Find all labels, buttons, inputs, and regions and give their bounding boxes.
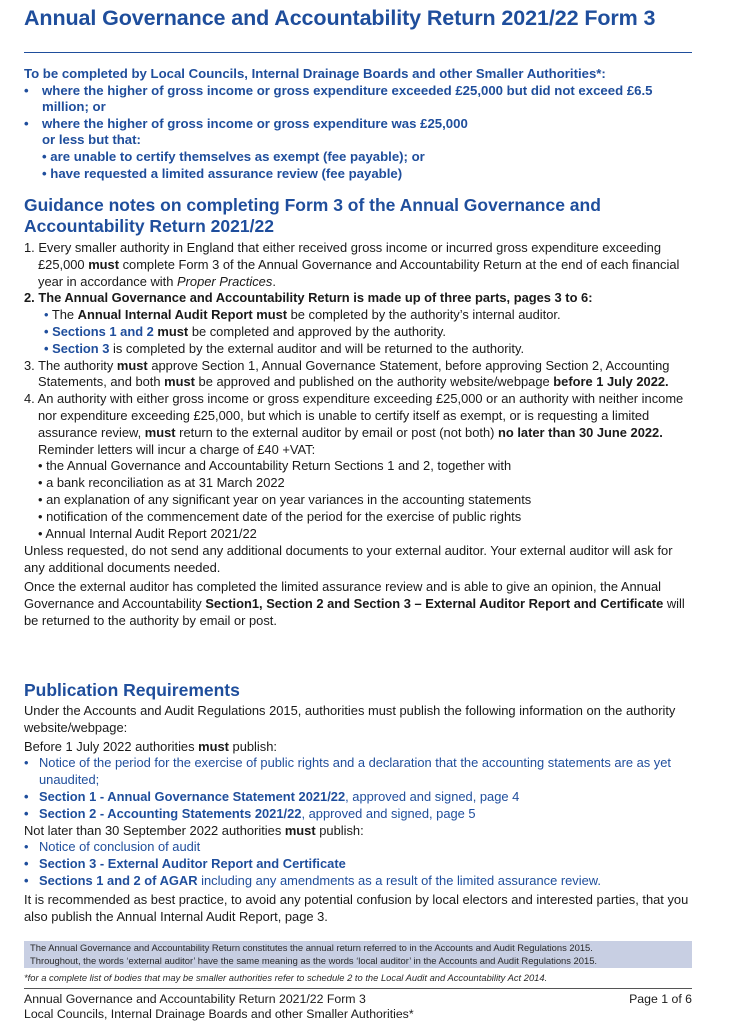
footer-line-1: Annual Governance and Accountability Return 2021/22 Form 3: [24, 992, 366, 1006]
intro-sub-bullet-1: • are unable to certify themselves as exempt (fee payable); or: [42, 148, 425, 164]
publication-heading: Publication Requirements: [24, 680, 240, 700]
guidance-paragraph-5: Unless requested, do not send any additional documents to your external auditor. Your external auditor will ask for any additional documents needed.: [24, 543, 673, 576]
publication-paragraph-2: Before 1 July 2022 authorities must publish:: [24, 738, 277, 754]
footer-divider: [24, 988, 692, 989]
guidance-paragraph-6: Once the external auditor has completed the limited assurance review and is able to give an opinion, the Annual Governance and Accountability Section1, Section 2 and Section 3 – External Auditor Report and Certificate will be returned to the authority by email or post.: [24, 578, 685, 628]
intro-bullet-2: • where the higher of gross income or gross expenditure was £25,000: [24, 115, 468, 131]
footer-line-2: Local Councils, Internal Drainage Boards and other Smaller Authorities*: [24, 1006, 414, 1021]
intro-heading: To be completed by Local Councils, Internal Drainage Boards and other Smaller Authorities*:: [24, 66, 606, 81]
publication-bullet-1: • Notice of the period for the exercise of public rights and a declaration that the accounting statements are as yet unaudited;: [24, 755, 672, 788]
guidance-item-4: 4. An authority with either gross income or gross expenditure exceeding £25,000 or an authority with neither income nor expenditure exceeding £25,000, but which is unable to certify itself as exempt, or is requesting a limited assurance review, must return to the external auditor by email or post (not both) no later than 30 June 2022. Reminder letters will incur a charge of £40 +VAT:: [24, 391, 684, 457]
publication-paragraph-1: Under the Accounts and Audit Regulations 2015, authorities must publish the following information on the authority website/webpage:: [24, 703, 676, 735]
regulations-note-line-2: Throughout, the words ‘external auditor’ have the same meaning as the words ‘local auditor’ in the Accounts and Audit Regulations 2015.: [30, 954, 598, 966]
guidance-item-2-sub-3: • Section 3 is completed by the external auditor and will be returned to the authority.: [44, 340, 525, 356]
guidance-heading: Guidance notes on completing Form 3 of the Annual Governance and Accountability Return 2021/22: [24, 195, 601, 236]
intro-bullet-1: • where the higher of gross income or gross expenditure exceeded £25,000 but did not exceed £6.5 million; or: [24, 82, 653, 115]
page-title: Annual Governance and Accountability Return 2021/22 Form 3: [24, 6, 656, 30]
list-item: • the Annual Governance and Accountability Return Sections 1 and 2, together with: [38, 458, 512, 474]
guidance-item-1: 1. Every smaller authority in England that either received gross income or incurred gross expenditure exceeding £25,000 must complete Form 3 of the Annual Governance and Accountability Return at the end of each financial year in accordance with Proper Practices.: [24, 240, 680, 289]
publication-paragraph-4: It is recommended as best practice, to avoid any potential confusion by local electors and interested parties, that you also publish the Annual Internal Audit Report, page 3.: [24, 891, 689, 924]
publication-bullet-6: • Sections 1 and 2 of AGAR including any amendments as a result of the limited assurance review.: [24, 872, 601, 888]
publication-body: [24, 703, 692, 925]
list-item: • an explanation of any significant year on year variances in the accounting statements: [38, 491, 532, 507]
guidance-item-3: 3. The authority must approve Section 1, Annual Governance Statement, before approving Section 2, Accounting Statements, and both must be approved and published on the authority website/webpage before 1 July 2022.: [24, 357, 670, 390]
page-footer: [24, 992, 692, 1021]
guidance-item-2-sub-2: • Sections 1 and 2 must be completed and approved by the authority.: [44, 323, 446, 339]
guidance-item-2: 2. The Annual Governance and Accountability Return is made up of three parts, pages 3 to 6:: [24, 290, 593, 306]
list-item: • a bank reconciliation as at 31 March 2022: [38, 475, 285, 491]
publication-bullet-5: • Section 3 - External Auditor Report and Certificate: [24, 856, 346, 872]
page-number: Page 1 of 6: [629, 992, 692, 1006]
regulations-note-line-1: The Annual Governance and Accountability Return constitutes the annual return referred to in the Accounts and Audit Regulations 2015.: [30, 942, 593, 953]
intro-bullet-2-cont: or less but that:: [42, 132, 141, 148]
footnote: *for a complete list of bodies that may be smaller authorities refer to schedule 2 to the Local Audit and Accountability Act 2014.: [24, 972, 548, 983]
guidance-item-2-sub-1: • The Annual Internal Audit Report must be completed by the authority’s internal auditor.: [44, 307, 561, 323]
guidance-body: [24, 240, 692, 629]
publication-bullet-2: • Section 1 - Annual Governance Statement 2021/22, approved and signed, page 4: [24, 788, 520, 804]
publication-bullet-3: • Section 2 - Accounting Statements 2021/22, approved and signed, page 5: [24, 805, 476, 821]
list-item: • notification of the commencement date of the period for the exercise of public rights: [38, 508, 522, 524]
regulations-note: [24, 941, 692, 968]
intro-sub-bullet-2: • have requested a limited assurance review (fee payable): [42, 165, 403, 181]
publication-bullet-4: • Notice of conclusion of audit: [24, 839, 201, 855]
intro-section: [24, 66, 692, 182]
title-divider: [24, 52, 692, 53]
list-item: • Annual Internal Audit Report 2021/22: [38, 525, 257, 541]
publication-paragraph-3: Not later than 30 September 2022 authorities must publish:: [24, 822, 364, 838]
